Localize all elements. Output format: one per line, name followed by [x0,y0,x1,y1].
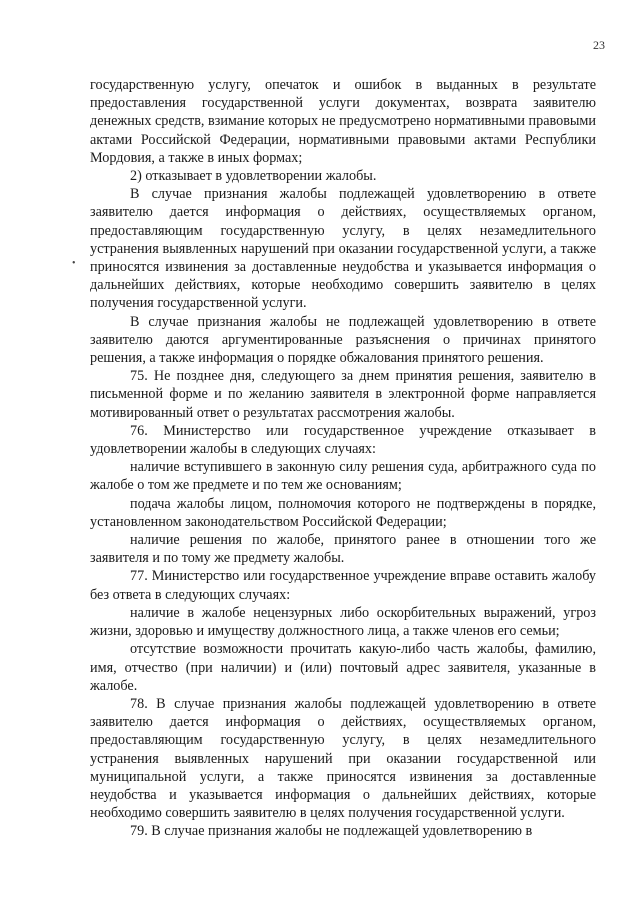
paragraph: наличие вступившего в законную силу решения суда, арбитражного суда по жалобе о том же предмете и по тем же основаниям; [90,459,596,494]
paragraph: подача жалобы лицом, полномочия которого не подтверждены в порядке, установленном законодательством Российской Федерации; [90,495,596,530]
paragraph: 2) отказывает в удовлетворении жалобы. [130,168,377,185]
page-number: 23 [593,38,605,52]
paragraph: наличие в жалобе нецензурных либо оскорбительных выражений, угроз жизни, здоровью и имуществу должностного лица, а также членов его семьи; [90,604,596,640]
paragraph: В случае признания жалобы не подлежащей удовлетворению в ответе заявителю даются аргументированные разъяснения о причинах принятого решения, а также информация о порядке обжалования принятого решения. [90,313,596,367]
paragraph: наличие решения по жалобе, принятого ранее в отношении того же заявителя и по тому же предмету жалобы. [90,532,596,567]
paragraph: 75. Не позднее дня, следующего за днем принятия решения, заявителю в письменной форме и по желанию заявителя в электронной форме направляется мотивированный ответ о результатах рассмотрения жалобы. [90,368,596,421]
paragraph: 77. Министерство или государственное учреждение вправе оставить жалобу без ответа в следующих случаях: [90,568,596,603]
margin-mark: • [72,258,76,269]
paragraph: 79. В случае признания жалобы не подлежащей удовлетворению в [130,823,533,840]
paragraph: государственную услугу, опечаток и ошибок в выданных в результате предоставления государственной услуги документах, возврата заявителю денежных средств, взимание которых не предусмотрено нормативными правовыми актами Российской Федерации, нормативными правовыми актами Республики Мордовия, а также в иных формах; [90,77,596,166]
paragraph: 76. Министерство или государственное учреждение отказывает в удовлетворении жалобы в следующих случаях: [90,422,596,458]
paragraph: В случае признания жалобы подлежащей удовлетворению в ответе заявителю дается информация о действиях, осуществляемых органом, предоставляющим государственную услугу, в целях незамедлительного устранения выявленных нарушений при оказании государственной услуги, а также приносятся извинения за доставленные неудобства и указывается информация о дальнейших действиях, которые необходимо совершить заявителю в целях получения государственной услуги. [90,186,596,312]
paragraph: отсутствие возможности прочитать какую-либо часть жалобы, фамилию, имя, отчество (при наличии) и (или) почтовый адрес заявителя, указанные в жалобе. [90,641,596,694]
paragraph: 78. В случае признания жалобы подлежащей удовлетворению в ответе заявителю дается информация о действиях, осуществляемых органом, предоставляющим государственную услугу, в целях незамедлительного устранения выявленных нарушений при оказании государственной или муниципальной услуги, а также приносятся извинения за доставленные неудобства и указывается информация о дальнейших действиях, которые необходимо совершить заявителю в целях получения государственной услуги. [90,695,596,822]
document-body [90,76,596,841]
